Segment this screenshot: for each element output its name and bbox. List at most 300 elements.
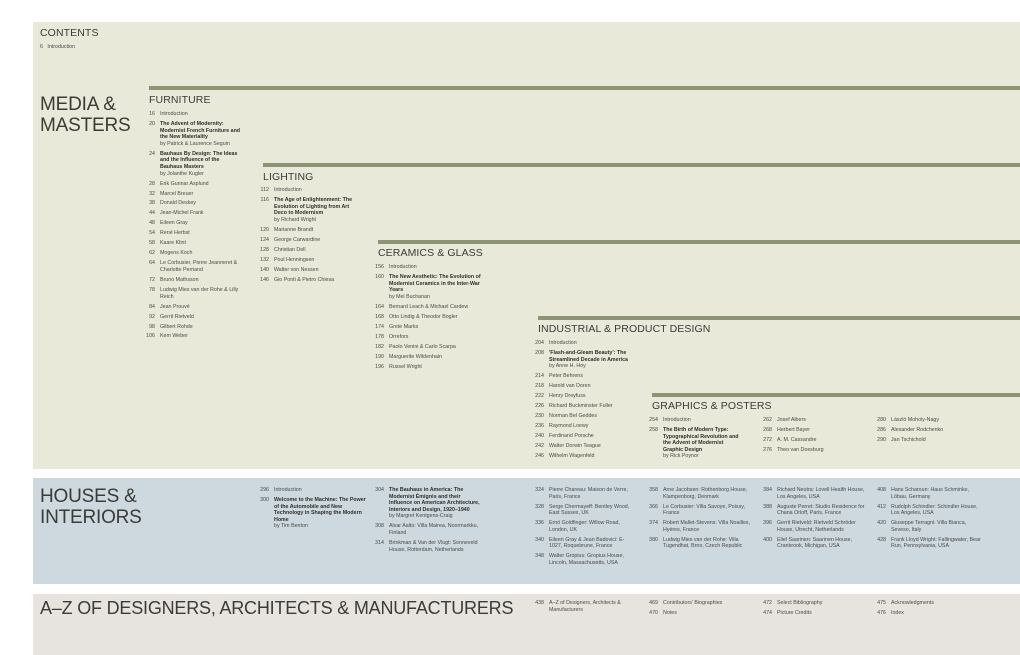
entry-text: [389, 487, 480, 520]
toc-entry[interactable]: [143, 304, 243, 311]
page-number: 140: [260, 266, 269, 273]
entry-text: Eileen Gray & Jean Badovici: E-1027, Roquebrune, France: [549, 536, 625, 550]
toc-entry[interactable]: [532, 600, 632, 613]
page-number: 438: [535, 600, 544, 606]
entry-text: Le Corbusier: Villa Savoye, Poissy, France: [663, 503, 745, 517]
toc-entry[interactable]: [143, 240, 243, 247]
entry-text: Select Bibliography: [777, 600, 823, 606]
page-number: 428: [877, 536, 886, 543]
toc-entry[interactable]: [646, 504, 754, 517]
entry-text: Introduction: [389, 264, 417, 270]
entry-text: Jean-Michel Frank: [160, 210, 204, 217]
entry-text: Acknowledgments: [891, 600, 934, 606]
az-list-1: [532, 600, 632, 617]
houses-list-4: [646, 487, 754, 553]
page-number: 474: [763, 609, 772, 616]
toc-entry[interactable]: [532, 504, 637, 517]
page-number: 324: [535, 487, 544, 493]
page-number: 196: [375, 363, 384, 370]
entry-text: Robert Mallet-Stevens: Villa Noailles, Hyères, France: [663, 520, 751, 533]
toc-entry[interactable]: [532, 373, 650, 380]
page-number: 64: [149, 260, 155, 267]
toc-entry[interactable]: [532, 383, 650, 390]
essay-title: Bauhaus By Design: The Ideas and the Influence of the Bauhaus Masters: [160, 150, 238, 170]
toc-entry[interactable]: [143, 151, 243, 177]
entry-text: Ludwig Mies van der Rohe: Villa Tugendhat, Brno, Czech Republic: [663, 536, 743, 550]
entry-text: Gerrit Rietveld: [160, 313, 194, 320]
essay-author: by Jolanthe Kugler: [160, 170, 204, 177]
entry-text: Herbert Bayer: [777, 426, 810, 433]
toc-entry[interactable]: [874, 437, 974, 444]
page-number: 272: [763, 436, 772, 443]
houses-interiors-panel: [33, 478, 1020, 584]
entry-text: A. M. Cassandre: [777, 436, 817, 443]
toc-entry[interactable]: [760, 427, 860, 434]
entry-text: Ferdinand Porsche: [549, 433, 594, 440]
entry-text: Norman Bel Geddes: [549, 413, 597, 420]
entry-text: Introduction: [274, 187, 302, 193]
houses-list-2: [372, 487, 480, 557]
entry-text: George Carwardine: [274, 236, 321, 243]
entry-text: Brinkman & Van der Vlugt: Sonneveld House, Rotterdam, Netherlands: [389, 539, 478, 553]
entry-text: Walter Gropius: Gropius House, Lincoln, Massachusetts, USA: [549, 553, 624, 566]
toc-entry[interactable]: [532, 520, 637, 533]
toc-entry[interactable]: [760, 504, 865, 517]
toc-entry[interactable]: [372, 540, 480, 553]
toc-entry[interactable]: [760, 417, 860, 424]
page-number: 328: [535, 503, 544, 510]
entry-text: [160, 151, 243, 177]
entry-text: Peter Behrens: [549, 373, 583, 380]
page-number: 116: [260, 196, 269, 203]
page-number: 400: [763, 536, 772, 543]
toc-entry[interactable]: [646, 600, 746, 607]
entry-text: Serge Chermayeff: Bentley Wood, East Sussex, UK: [549, 503, 630, 517]
entry-text: Eileen Gray: [160, 220, 188, 227]
toc-entry[interactable]: [532, 423, 650, 430]
entry-text: [663, 427, 741, 460]
entry-text: Orrefors: [389, 333, 409, 340]
page-number: 388: [763, 503, 772, 510]
page-number: 290: [877, 436, 886, 443]
page-number: 72: [149, 276, 155, 283]
entry-text: [549, 350, 650, 370]
entry-text: Josef Albers: [777, 417, 806, 423]
entry-text: Gio Ponti & Pietro Chiesa: [274, 276, 335, 283]
toc-entry[interactable]: [532, 443, 650, 450]
entry-text: Bruno Mathsson: [160, 276, 199, 283]
entry-text: Introduction: [549, 340, 577, 346]
toc-entry[interactable]: [760, 437, 860, 444]
toc-entry[interactable]: [372, 304, 484, 311]
toc-entry[interactable]: [532, 487, 637, 500]
page-number: 106: [146, 333, 155, 340]
entry-text: Henry Dreyfuss: [549, 393, 586, 400]
entry-text: Donald Deskey: [160, 200, 196, 207]
az-list-4: [874, 600, 974, 620]
graphics-title: GRAPHICS & POSTERS: [652, 400, 772, 412]
furniture-list: [143, 111, 243, 343]
entry-text: Ernö Goldfinger: Willow Road, London, UK: [549, 520, 620, 533]
page-number: 475: [877, 600, 886, 606]
entry-text: Arne Jacobsen: Rothenborg House, Klampenborg, Denmark: [663, 487, 748, 500]
entry-text: Introduction: [274, 487, 302, 493]
page-number: 226: [535, 403, 544, 410]
toc-entry[interactable]: [372, 314, 484, 321]
toc-entry[interactable]: [874, 610, 974, 617]
entry-text: Theo van Doesburg: [777, 446, 824, 453]
page-number: 296: [260, 487, 269, 493]
essay-title: The Advent of Modernity: Modernist French Furniture and the New Materiality: [160, 120, 241, 141]
page-number: 218: [535, 383, 544, 390]
entry-text: Richard Neutra: Lovell Health House, Los Angeles, USA: [777, 487, 865, 500]
toc-entry[interactable]: [646, 610, 746, 617]
entry-text: Gerrit Rietveld: Rietveld Schröder House, Utrecht, Netherlands: [777, 520, 856, 533]
page-number: 222: [535, 393, 544, 400]
page-number: 160: [375, 273, 384, 280]
entry-text: A–Z of Designers, Architects & Manufacturers: [549, 600, 621, 613]
entry-text: Le Corbusier, Pierre Jeanneret & Charlotte Perriand: [160, 260, 238, 273]
toc-entry[interactable]: [143, 111, 243, 118]
toc-entry[interactable]: [532, 537, 637, 550]
houses-list-3: [532, 487, 637, 570]
essay-title: The Age of Enlightenment: The Evolution of Lighting from Art Deco to Modernism: [274, 196, 353, 217]
essay-title: The Bauhaus in America: The Modernist Émigrés and their Influence on American Architecture, Interiors and Design, 1920–1940: [389, 487, 480, 513]
toc-entry[interactable]: [532, 413, 650, 420]
entry-text: Richard Buckminster Fuller: [549, 403, 613, 410]
toc-entry[interactable]: [143, 191, 243, 198]
toc-entry[interactable]: [760, 520, 865, 533]
page-number: 384: [763, 487, 772, 493]
toc-entry[interactable]: [874, 427, 974, 434]
toc-entry[interactable]: [372, 354, 484, 361]
az-list-3: [760, 600, 860, 620]
page-number: 240: [535, 433, 544, 440]
page-number: 300: [260, 496, 269, 503]
entry-text: Raymond Loewy: [549, 423, 589, 430]
page-number: 98: [149, 323, 155, 330]
toc-entry[interactable]: [372, 264, 484, 271]
essay-author: by Richard Wright: [274, 216, 316, 223]
toc-entry[interactable]: [372, 344, 484, 351]
page-number: 128: [260, 246, 269, 253]
toc-entry[interactable]: [257, 267, 357, 274]
page-number: 308: [375, 523, 384, 530]
page-number: 178: [375, 333, 384, 340]
media-masters-title: [40, 94, 130, 136]
page-number: 380: [649, 536, 658, 543]
entry-text: Christian Dell: [274, 246, 306, 253]
entry-text: Alexander Rodchenko: [891, 426, 944, 433]
lighting-rule: [263, 163, 1020, 167]
entry-text: Mogens Koch: [160, 250, 193, 257]
graphics-list-2: [760, 417, 860, 457]
page-number: 336: [535, 520, 544, 527]
toc-entry[interactable]: [760, 537, 865, 550]
entry-text: Frank Lloyd Wright: Fallingwater, Bear Run, Pennsylvania, USA: [891, 536, 981, 550]
page-number: 246: [535, 453, 544, 460]
page-number: 164: [375, 303, 384, 310]
page-number: 408: [877, 487, 886, 493]
entry-text: Otto Lindig & Theodor Bogler: [389, 313, 458, 320]
essay-author: by Rick Poynor: [663, 453, 699, 460]
toc-entry[interactable]: [760, 600, 860, 607]
entry-text: Wilhelm Wagenfeld: [549, 453, 595, 460]
ceramics-title: CERAMICS & GLASS: [378, 247, 483, 259]
page-number: 314: [375, 539, 384, 546]
page-number: 44: [149, 210, 155, 217]
toc-entry[interactable]: [257, 197, 357, 223]
page-number: 268: [763, 426, 772, 433]
entry-text: Rudolph Schindler: Schindler House, Los Angeles, USA: [891, 503, 978, 517]
page-number: 470: [649, 609, 658, 616]
toc-entry[interactable]: [372, 523, 480, 536]
page-number: 124: [260, 236, 269, 243]
toc-entry[interactable]: [760, 610, 860, 617]
essay-title: The Birth of Modern Type: Typographical Revolution and the Advent of Modernist Graphic Design: [663, 426, 739, 453]
toc-entry[interactable]: [143, 200, 243, 207]
entry-text: Pierre Chareau: Maison de Verre, Paris, France: [549, 487, 628, 500]
page-number: 242: [535, 443, 544, 450]
toc-entry[interactable]: [143, 324, 243, 331]
contents-intro-label: Introduction: [47, 44, 76, 50]
industrial-title: INDUSTRIAL & PRODUCT DESIGN: [538, 323, 711, 335]
contents-intro-num: 6: [40, 44, 43, 50]
toc-entry[interactable]: [257, 497, 367, 530]
toc-entry[interactable]: [532, 403, 650, 410]
page-number: 280: [877, 417, 886, 423]
page-number: 16: [149, 111, 155, 117]
toc-entry[interactable]: [143, 121, 243, 147]
toc-entry[interactable]: [646, 537, 754, 550]
toc-entry[interactable]: [646, 417, 741, 424]
houses-list-6: [874, 487, 986, 553]
industrial-rule: [538, 316, 1020, 320]
page-number: 20: [149, 120, 155, 127]
page-number: 48: [149, 220, 155, 227]
page-number: 84: [149, 303, 155, 310]
entry-text: Harold van Doren: [549, 383, 591, 390]
entry-text: Walter Dorwin Teague: [549, 443, 601, 450]
lighting-list: [257, 187, 357, 287]
entry-text: Notes: [663, 609, 677, 616]
page-number: 58: [149, 240, 155, 247]
page-number: 208: [535, 349, 544, 356]
page-number: 24: [149, 150, 155, 157]
page-number: 62: [149, 250, 155, 257]
toc-entry[interactable]: [143, 210, 243, 217]
toc-entry[interactable]: [257, 487, 367, 494]
entry-text: Kem Weber: [160, 333, 188, 340]
page-number: 182: [375, 343, 384, 350]
entry-text: Introduction: [663, 417, 691, 423]
toc-entry[interactable]: [143, 260, 243, 273]
page-number: 374: [649, 520, 658, 527]
toc-entry[interactable]: [143, 314, 243, 321]
page-number: 412: [877, 503, 886, 510]
toc-entry[interactable]: [646, 520, 754, 533]
page-number: 340: [535, 536, 544, 543]
toc-entry[interactable]: [143, 333, 243, 340]
toc-entry[interactable]: [143, 277, 243, 284]
essay-author: by Patrick & Laurence Seguin: [160, 140, 230, 147]
toc-entry[interactable]: [532, 453, 650, 460]
page-number: 120: [260, 226, 269, 233]
houses-interiors-title: [40, 486, 142, 528]
toc-entry[interactable]: [874, 600, 974, 607]
page-number: 168: [375, 313, 384, 320]
toc-entry[interactable]: [646, 427, 741, 460]
entry-text: René Herbst: [160, 230, 190, 237]
entry-text: Marcel Breuer: [160, 190, 194, 197]
page-number: 254: [649, 417, 658, 423]
toc-entry[interactable]: [760, 487, 865, 500]
page-number: 358: [649, 487, 658, 493]
page-number: 78: [149, 286, 155, 293]
page-number: 38: [149, 200, 155, 207]
page-number: 204: [535, 340, 544, 346]
entry-text: Giuseppe Terragni: Villa Bianca, Seveso, Italy: [891, 520, 967, 533]
toc-entry[interactable]: [874, 487, 986, 500]
page-number: 190: [375, 353, 384, 360]
industrial-list: [532, 340, 650, 463]
toc-entry[interactable]: [257, 237, 357, 244]
entry-text: Introduction: [160, 111, 188, 117]
page-number: 286: [877, 426, 886, 433]
entry-text: László Moholy-Nagy: [891, 417, 939, 423]
page-number: 348: [535, 553, 544, 560]
entry-text: [274, 197, 357, 223]
page-number: 132: [260, 256, 269, 263]
entry-text: Russel Wright: [389, 363, 422, 370]
essay-title: 'Flash-and-Gleam Beauty': The Streamlined Decade in America: [549, 349, 628, 363]
essay-author: by Mel Buchanan: [389, 293, 430, 300]
page-number: 230: [535, 413, 544, 420]
toc-entry[interactable]: [532, 433, 650, 440]
entry-text: Contributors' Biographies: [663, 600, 723, 606]
toc-entry[interactable]: [532, 350, 650, 370]
entry-text: Index: [891, 609, 904, 616]
ceramics-list: [372, 264, 484, 374]
toc-entry[interactable]: [143, 181, 243, 188]
houses-title-line1: HOUSES &: [40, 486, 137, 507]
graphics-list-1: [646, 417, 741, 463]
a-z-title: A–Z OF DESIGNERS, ARCHITECTS & MANUFACTURERS: [40, 598, 514, 618]
toc-entry[interactable]: [143, 287, 243, 300]
toc-entry[interactable]: [760, 447, 860, 454]
toc-entry[interactable]: [532, 393, 650, 400]
entry-text: Erik Gunnar Asplund: [160, 180, 209, 187]
page-number: 54: [149, 230, 155, 237]
houses-title-line2: INTERIORS: [40, 507, 142, 528]
page-number: 304: [375, 487, 384, 493]
toc-entry[interactable]: [874, 520, 986, 533]
toc-entry[interactable]: [532, 340, 650, 347]
toc-entry[interactable]: [874, 537, 986, 550]
entry-text: Ludwig Mies van der Rohe & Lilly Reich: [160, 286, 239, 300]
entry-text: Grete Marks: [389, 323, 419, 330]
entry-text: Marianne Brandt: [274, 226, 314, 233]
ceramics-rule: [378, 240, 1020, 244]
media-title-line1: MEDIA &: [40, 94, 116, 115]
entry-text: Alvar Aalto: Villa Mairea, Noormarkku, Finland: [389, 523, 479, 536]
toc-entry[interactable]: [257, 227, 357, 234]
page-number: 366: [649, 503, 658, 510]
toc-entry[interactable]: [372, 487, 480, 520]
entry-text: Kaare Klint: [160, 240, 186, 247]
page-number: 396: [763, 520, 772, 527]
entry-text: Walter von Nessen: [274, 266, 319, 273]
lighting-title: LIGHTING: [263, 171, 314, 183]
entry-text: Marguerite Wildenhain: [389, 353, 442, 360]
essay-author: by Tim Benton: [274, 523, 308, 530]
az-list-2: [646, 600, 746, 620]
entry-text: Picture Credits: [777, 609, 812, 616]
toc-entry[interactable]: [874, 504, 986, 517]
page-number: 472: [763, 600, 772, 606]
entry-text: [160, 121, 243, 147]
page-number: 156: [375, 264, 384, 270]
page-number: 420: [877, 520, 886, 527]
toc-entry[interactable]: [372, 364, 484, 371]
toc-entry[interactable]: [646, 487, 754, 500]
entry-text: Hans Scharoun: Haus Schminke, Löbau, Germany: [891, 487, 970, 500]
page-number: 28: [149, 180, 155, 187]
toc-entry[interactable]: [372, 274, 484, 300]
toc-entry[interactable]: [257, 247, 357, 254]
page-number: 174: [375, 323, 384, 330]
toc-entry[interactable]: [257, 277, 357, 284]
page-number: 112: [260, 187, 269, 193]
toc-entry[interactable]: [257, 257, 357, 264]
houses-list-5: [760, 487, 865, 553]
page-number: 236: [535, 423, 544, 430]
essay-title: Welcome to the Machine: The Power of the Automobile and New Technology in Shaping the Modern Home: [274, 496, 366, 523]
toc-entry[interactable]: [143, 220, 243, 227]
entry-text: Bernard Leach & Michael Cardew: [389, 303, 469, 310]
media-title-line2: MASTERS: [40, 115, 131, 136]
toc-entry[interactable]: [143, 230, 243, 237]
toc-entry[interactable]: [372, 324, 484, 331]
contents-heading: CONTENTS: [40, 27, 99, 39]
page-number: 146: [260, 276, 269, 283]
page-number: 214: [535, 373, 544, 380]
furniture-title: FURNITURE: [149, 94, 211, 106]
essay-title: The New Aesthetic: The Evolution of Modernist Ceramics in the Inter-War Years: [389, 273, 481, 294]
entry-text: Jan Tschichold: [891, 436, 926, 443]
houses-list-1: [257, 487, 367, 533]
essay-author: by Anne H. Hoy: [549, 363, 586, 370]
entry-text: Poul Henningsen: [274, 256, 315, 263]
graphics-rule: [652, 393, 1020, 397]
contents-intro[interactable]: [40, 44, 75, 51]
entry-text: [389, 274, 484, 300]
toc-entry[interactable]: [257, 187, 357, 194]
entry-text: Paolo Venini & Carlo Scarpa: [389, 343, 456, 350]
page-number: 276: [763, 446, 772, 453]
entry-text: Eliel Saarinen: Saarinen House, Cranbrook, Michigan, USA: [777, 536, 853, 550]
page-number: 258: [649, 426, 658, 433]
essay-author: by Margret Kentgens-Craig: [389, 513, 453, 520]
graphics-list-3: [874, 417, 974, 447]
entry-text: Auguste Perret: Studio Residence for Chana Orloff, Paris, France: [777, 503, 865, 517]
toc-entry[interactable]: [372, 334, 484, 341]
toc-entry[interactable]: [143, 250, 243, 257]
entry-text: Jean Prouvé: [160, 303, 190, 310]
entry-text: [274, 497, 367, 530]
toc-entry[interactable]: [874, 417, 974, 424]
toc-entry[interactable]: [532, 553, 637, 566]
